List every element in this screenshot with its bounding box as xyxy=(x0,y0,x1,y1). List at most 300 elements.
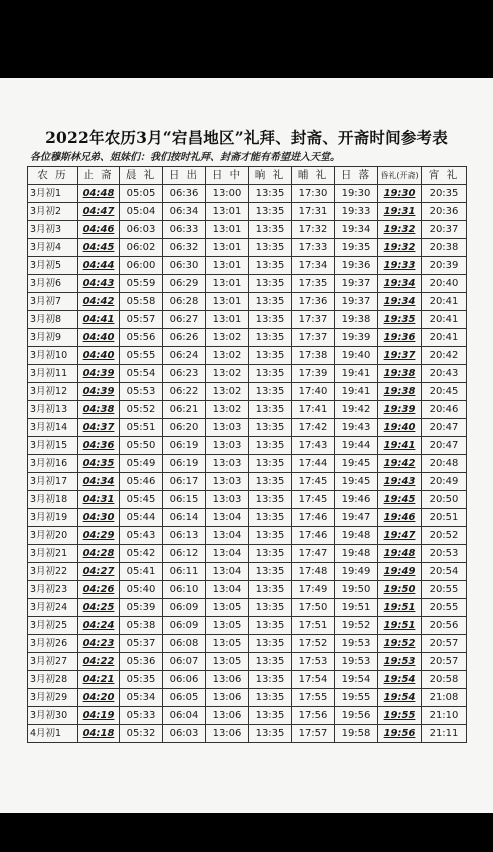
cell-lunar-date: 3月初16 xyxy=(28,455,78,473)
cell-sunrise: 06:26 xyxy=(163,329,206,347)
cell-lunar-date: 3月初5 xyxy=(28,257,78,275)
cell-afternoon-prayer: 17:47 xyxy=(292,545,335,563)
cell-sunrise: 06:23 xyxy=(163,365,206,383)
cell-dawn-prayer: 05:39 xyxy=(120,599,163,617)
cell-dawn-prayer: 05:50 xyxy=(120,437,163,455)
cell-sunrise: 06:19 xyxy=(163,455,206,473)
cell-afternoon-prayer: 17:48 xyxy=(292,563,335,581)
cell-sunset: 19:45 xyxy=(335,473,378,491)
cell-noon-prayer: 13:35 xyxy=(249,563,292,581)
cell-lunar-date: 3月初3 xyxy=(28,221,78,239)
cell-noon: 13:05 xyxy=(206,653,249,671)
cell-fast-begin: 04:29 xyxy=(78,527,120,545)
cell-dusk-prayer: 19:40 xyxy=(378,419,422,437)
cell-noon: 13:05 xyxy=(206,599,249,617)
cell-sunrise: 06:36 xyxy=(163,185,206,203)
cell-noon-prayer: 13:35 xyxy=(249,671,292,689)
cell-sunset: 19:52 xyxy=(335,617,378,635)
table-row xyxy=(28,401,467,419)
cell-dusk-prayer: 19:47 xyxy=(378,527,422,545)
cell-noon-prayer: 13:35 xyxy=(249,689,292,707)
cell-night-prayer: 20:52 xyxy=(422,527,467,545)
cell-sunrise: 06:04 xyxy=(163,707,206,725)
cell-dusk-prayer: 19:42 xyxy=(378,455,422,473)
cell-sunset: 19:51 xyxy=(335,599,378,617)
cell-night-prayer: 20:40 xyxy=(422,275,467,293)
cell-lunar-date: 3月初6 xyxy=(28,275,78,293)
cell-sunset: 19:35 xyxy=(335,239,378,257)
table-row xyxy=(28,383,467,401)
header-lunar-date: 农 历 xyxy=(28,167,78,185)
cell-dawn-prayer: 05:34 xyxy=(120,689,163,707)
cell-noon-prayer: 13:35 xyxy=(249,437,292,455)
cell-lunar-date: 3月初27 xyxy=(28,653,78,671)
prayer-time-table xyxy=(27,166,467,743)
cell-dusk-prayer: 19:38 xyxy=(378,365,422,383)
cell-sunset: 19:34 xyxy=(335,221,378,239)
cell-sunset: 19:48 xyxy=(335,527,378,545)
cell-sunset: 19:58 xyxy=(335,725,378,743)
cell-sunset: 19:55 xyxy=(335,689,378,707)
cell-dusk-prayer: 19:39 xyxy=(378,401,422,419)
cell-sunset: 19:54 xyxy=(335,671,378,689)
cell-noon-prayer: 13:35 xyxy=(249,311,292,329)
header-afternoon-prayer: 晡 礼 xyxy=(292,167,335,185)
cell-dusk-prayer: 19:35 xyxy=(378,311,422,329)
cell-dawn-prayer: 05:38 xyxy=(120,617,163,635)
cell-lunar-date: 3月初7 xyxy=(28,293,78,311)
cell-sunrise: 06:30 xyxy=(163,257,206,275)
cell-night-prayer: 20:54 xyxy=(422,563,467,581)
header-sunset: 日 落 xyxy=(335,167,378,185)
cell-afternoon-prayer: 17:32 xyxy=(292,221,335,239)
cell-dawn-prayer: 05:57 xyxy=(120,311,163,329)
cell-dawn-prayer: 05:44 xyxy=(120,509,163,527)
cell-afternoon-prayer: 17:38 xyxy=(292,347,335,365)
cell-sunrise: 06:15 xyxy=(163,491,206,509)
cell-afternoon-prayer: 17:43 xyxy=(292,437,335,455)
cell-sunset: 19:37 xyxy=(335,275,378,293)
cell-noon-prayer: 13:35 xyxy=(249,617,292,635)
cell-afternoon-prayer: 17:45 xyxy=(292,491,335,509)
cell-noon: 13:05 xyxy=(206,617,249,635)
document-page xyxy=(0,78,493,813)
cell-sunset: 19:49 xyxy=(335,563,378,581)
cell-noon-prayer: 13:35 xyxy=(249,347,292,365)
cell-lunar-date: 3月初24 xyxy=(28,599,78,617)
cell-sunrise: 06:09 xyxy=(163,617,206,635)
cell-fast-begin: 04:22 xyxy=(78,653,120,671)
table-row xyxy=(28,617,467,635)
cell-dawn-prayer: 06:02 xyxy=(120,239,163,257)
cell-dawn-prayer: 05:05 xyxy=(120,185,163,203)
cell-sunset: 19:39 xyxy=(335,329,378,347)
cell-fast-begin: 04:28 xyxy=(78,545,120,563)
cell-noon: 13:04 xyxy=(206,581,249,599)
cell-sunset: 19:30 xyxy=(335,185,378,203)
cell-noon-prayer: 13:35 xyxy=(249,419,292,437)
cell-lunar-date: 3月初22 xyxy=(28,563,78,581)
cell-sunset: 19:33 xyxy=(335,203,378,221)
cell-night-prayer: 20:43 xyxy=(422,365,467,383)
cell-fast-begin: 04:43 xyxy=(78,275,120,293)
cell-noon: 13:03 xyxy=(206,473,249,491)
cell-noon: 13:06 xyxy=(206,707,249,725)
cell-sunrise: 06:11 xyxy=(163,563,206,581)
cell-night-prayer: 21:10 xyxy=(422,707,467,725)
cell-fast-begin: 04:45 xyxy=(78,239,120,257)
cell-sunset: 19:45 xyxy=(335,455,378,473)
cell-noon-prayer: 13:35 xyxy=(249,707,292,725)
cell-dusk-prayer: 19:32 xyxy=(378,239,422,257)
cell-dawn-prayer: 05:04 xyxy=(120,203,163,221)
cell-lunar-date: 3月初14 xyxy=(28,419,78,437)
cell-noon-prayer: 13:35 xyxy=(249,185,292,203)
cell-afternoon-prayer: 17:42 xyxy=(292,419,335,437)
cell-sunrise: 06:34 xyxy=(163,203,206,221)
cell-dusk-prayer: 19:51 xyxy=(378,617,422,635)
cell-sunset: 19:46 xyxy=(335,491,378,509)
cell-fast-begin: 04:25 xyxy=(78,599,120,617)
cell-dusk-prayer: 19:54 xyxy=(378,671,422,689)
cell-dawn-prayer: 05:58 xyxy=(120,293,163,311)
table-row xyxy=(28,365,467,383)
cell-sunset: 19:48 xyxy=(335,545,378,563)
cell-sunset: 19:38 xyxy=(335,311,378,329)
header-noon-prayer: 晌 礼 xyxy=(249,167,292,185)
cell-lunar-date: 3月初2 xyxy=(28,203,78,221)
cell-dawn-prayer: 05:40 xyxy=(120,581,163,599)
cell-fast-begin: 04:24 xyxy=(78,617,120,635)
cell-noon-prayer: 13:35 xyxy=(249,653,292,671)
cell-noon-prayer: 13:35 xyxy=(249,581,292,599)
cell-noon-prayer: 13:35 xyxy=(249,491,292,509)
cell-fast-begin: 04:40 xyxy=(78,329,120,347)
cell-dawn-prayer: 05:41 xyxy=(120,563,163,581)
cell-sunset: 19:47 xyxy=(335,509,378,527)
cell-dawn-prayer: 05:55 xyxy=(120,347,163,365)
table-row xyxy=(28,725,467,743)
cell-sunset: 19:43 xyxy=(335,419,378,437)
cell-noon-prayer: 13:35 xyxy=(249,239,292,257)
cell-lunar-date: 3月初8 xyxy=(28,311,78,329)
cell-afternoon-prayer: 17:39 xyxy=(292,365,335,383)
cell-lunar-date: 3月初13 xyxy=(28,401,78,419)
cell-noon-prayer: 13:35 xyxy=(249,455,292,473)
cell-fast-begin: 04:39 xyxy=(78,383,120,401)
header-dawn-prayer: 晨 礼 xyxy=(120,167,163,185)
cell-noon: 13:06 xyxy=(206,689,249,707)
cell-lunar-date: 3月初12 xyxy=(28,383,78,401)
cell-noon: 13:04 xyxy=(206,527,249,545)
cell-afternoon-prayer: 17:52 xyxy=(292,635,335,653)
cell-fast-begin: 04:26 xyxy=(78,581,120,599)
cell-afternoon-prayer: 17:37 xyxy=(292,311,335,329)
cell-dawn-prayer: 06:03 xyxy=(120,221,163,239)
cell-dawn-prayer: 05:36 xyxy=(120,653,163,671)
cell-noon-prayer: 13:35 xyxy=(249,509,292,527)
cell-lunar-date: 3月初26 xyxy=(28,635,78,653)
cell-lunar-date: 4月初1 xyxy=(28,725,78,743)
cell-night-prayer: 21:08 xyxy=(422,689,467,707)
cell-afternoon-prayer: 17:55 xyxy=(292,689,335,707)
cell-night-prayer: 20:56 xyxy=(422,617,467,635)
cell-noon: 13:01 xyxy=(206,221,249,239)
cell-dusk-prayer: 19:38 xyxy=(378,383,422,401)
cell-noon-prayer: 13:35 xyxy=(249,527,292,545)
cell-sunset: 19:53 xyxy=(335,653,378,671)
cell-noon-prayer: 13:35 xyxy=(249,221,292,239)
cell-noon: 13:00 xyxy=(206,185,249,203)
cell-sunrise: 06:06 xyxy=(163,671,206,689)
table-header-row xyxy=(28,167,467,185)
cell-noon-prayer: 13:35 xyxy=(249,473,292,491)
table-row xyxy=(28,581,467,599)
header-fast-begin: 止 斋 xyxy=(78,167,120,185)
cell-fast-begin: 04:36 xyxy=(78,437,120,455)
cell-dusk-prayer: 19:46 xyxy=(378,509,422,527)
cell-dusk-prayer: 19:34 xyxy=(378,293,422,311)
cell-night-prayer: 20:55 xyxy=(422,581,467,599)
cell-dawn-prayer: 05:35 xyxy=(120,671,163,689)
cell-night-prayer: 20:42 xyxy=(422,347,467,365)
header-noon: 日 中 xyxy=(206,167,249,185)
cell-afternoon-prayer: 17:33 xyxy=(292,239,335,257)
cell-fast-begin: 04:21 xyxy=(78,671,120,689)
cell-dusk-prayer: 19:50 xyxy=(378,581,422,599)
table-row xyxy=(28,455,467,473)
cell-sunrise: 06:19 xyxy=(163,437,206,455)
cell-dawn-prayer: 05:56 xyxy=(120,329,163,347)
cell-noon: 13:05 xyxy=(206,635,249,653)
cell-afternoon-prayer: 17:45 xyxy=(292,473,335,491)
table-row xyxy=(28,473,467,491)
cell-noon: 13:02 xyxy=(206,401,249,419)
cell-dusk-prayer: 19:52 xyxy=(378,635,422,653)
cell-noon-prayer: 13:35 xyxy=(249,329,292,347)
cell-noon: 13:04 xyxy=(206,563,249,581)
cell-afternoon-prayer: 17:57 xyxy=(292,725,335,743)
cell-night-prayer: 20:55 xyxy=(422,599,467,617)
cell-sunset: 19:42 xyxy=(335,401,378,419)
cell-noon-prayer: 13:35 xyxy=(249,257,292,275)
cell-noon-prayer: 13:35 xyxy=(249,365,292,383)
cell-dusk-prayer: 19:48 xyxy=(378,545,422,563)
cell-noon-prayer: 13:35 xyxy=(249,635,292,653)
cell-sunrise: 06:09 xyxy=(163,599,206,617)
table-row xyxy=(28,509,467,527)
cell-lunar-date: 3月初1 xyxy=(28,185,78,203)
cell-noon: 13:01 xyxy=(206,203,249,221)
table-row xyxy=(28,437,467,455)
cell-noon: 13:01 xyxy=(206,293,249,311)
cell-dusk-prayer: 19:32 xyxy=(378,221,422,239)
cell-afternoon-prayer: 17:36 xyxy=(292,293,335,311)
cell-dusk-prayer: 19:33 xyxy=(378,257,422,275)
page-subtitle: 各位穆斯林兄弟、姐妹们：我们按时礼拜、封斋才能有希望进入天堂。 xyxy=(30,152,340,163)
cell-fast-begin: 04:40 xyxy=(78,347,120,365)
cell-night-prayer: 20:50 xyxy=(422,491,467,509)
cell-dawn-prayer: 05:54 xyxy=(120,365,163,383)
cell-dusk-prayer: 19:49 xyxy=(378,563,422,581)
cell-night-prayer: 20:41 xyxy=(422,329,467,347)
cell-afternoon-prayer: 17:35 xyxy=(292,275,335,293)
table-row xyxy=(28,257,467,275)
table-row xyxy=(28,545,467,563)
cell-night-prayer: 20:35 xyxy=(422,185,467,203)
cell-fast-begin: 04:20 xyxy=(78,689,120,707)
cell-noon: 13:06 xyxy=(206,725,249,743)
cell-noon: 13:02 xyxy=(206,365,249,383)
cell-fast-begin: 04:47 xyxy=(78,203,120,221)
cell-lunar-date: 3月初4 xyxy=(28,239,78,257)
cell-night-prayer: 20:51 xyxy=(422,509,467,527)
cell-lunar-date: 3月初10 xyxy=(28,347,78,365)
header-dusk-prayer-iftar: 昏礼(开斋) xyxy=(378,167,422,185)
cell-afternoon-prayer: 17:37 xyxy=(292,329,335,347)
table-row xyxy=(28,347,467,365)
cell-night-prayer: 20:58 xyxy=(422,671,467,689)
cell-sunrise: 06:33 xyxy=(163,221,206,239)
cell-noon-prayer: 13:35 xyxy=(249,599,292,617)
cell-afternoon-prayer: 17:51 xyxy=(292,617,335,635)
cell-night-prayer: 20:45 xyxy=(422,383,467,401)
cell-noon: 13:02 xyxy=(206,383,249,401)
cell-dawn-prayer: 05:46 xyxy=(120,473,163,491)
cell-fast-begin: 04:48 xyxy=(78,185,120,203)
table-row xyxy=(28,689,467,707)
cell-lunar-date: 3月初19 xyxy=(28,509,78,527)
table-row xyxy=(28,563,467,581)
cell-night-prayer: 20:38 xyxy=(422,239,467,257)
cell-fast-begin: 04:39 xyxy=(78,365,120,383)
cell-afternoon-prayer: 17:44 xyxy=(292,455,335,473)
cell-dawn-prayer: 05:45 xyxy=(120,491,163,509)
table-row xyxy=(28,221,467,239)
cell-sunrise: 06:22 xyxy=(163,383,206,401)
cell-night-prayer: 20:37 xyxy=(422,221,467,239)
cell-sunrise: 06:03 xyxy=(163,725,206,743)
cell-dawn-prayer: 06:00 xyxy=(120,257,163,275)
cell-noon: 13:06 xyxy=(206,671,249,689)
cell-dusk-prayer: 19:43 xyxy=(378,473,422,491)
cell-sunset: 19:56 xyxy=(335,707,378,725)
cell-fast-begin: 04:34 xyxy=(78,473,120,491)
cell-lunar-date: 3月初9 xyxy=(28,329,78,347)
cell-sunrise: 06:07 xyxy=(163,653,206,671)
cell-night-prayer: 20:57 xyxy=(422,653,467,671)
cell-fast-begin: 04:23 xyxy=(78,635,120,653)
cell-sunset: 19:40 xyxy=(335,347,378,365)
cell-lunar-date: 3月初28 xyxy=(28,671,78,689)
cell-noon: 13:04 xyxy=(206,545,249,563)
cell-afternoon-prayer: 17:54 xyxy=(292,671,335,689)
table-row xyxy=(28,599,467,617)
cell-lunar-date: 3月初23 xyxy=(28,581,78,599)
cell-afternoon-prayer: 17:34 xyxy=(292,257,335,275)
cell-dusk-prayer: 19:51 xyxy=(378,599,422,617)
cell-noon: 13:03 xyxy=(206,419,249,437)
cell-night-prayer: 20:48 xyxy=(422,455,467,473)
table-row xyxy=(28,293,467,311)
cell-dawn-prayer: 05:59 xyxy=(120,275,163,293)
cell-dusk-prayer: 19:55 xyxy=(378,707,422,725)
cell-night-prayer: 21:11 xyxy=(422,725,467,743)
cell-night-prayer: 20:49 xyxy=(422,473,467,491)
cell-fast-begin: 04:38 xyxy=(78,401,120,419)
cell-dusk-prayer: 19:34 xyxy=(378,275,422,293)
cell-afternoon-prayer: 17:56 xyxy=(292,707,335,725)
cell-sunrise: 06:08 xyxy=(163,635,206,653)
cell-noon: 13:04 xyxy=(206,509,249,527)
cell-noon: 13:03 xyxy=(206,491,249,509)
cell-dusk-prayer: 19:45 xyxy=(378,491,422,509)
cell-noon-prayer: 13:35 xyxy=(249,725,292,743)
cell-dusk-prayer: 19:41 xyxy=(378,437,422,455)
table-row xyxy=(28,491,467,509)
table-row xyxy=(28,635,467,653)
cell-night-prayer: 20:47 xyxy=(422,419,467,437)
cell-sunrise: 06:28 xyxy=(163,293,206,311)
cell-sunset: 19:37 xyxy=(335,293,378,311)
cell-lunar-date: 3月初17 xyxy=(28,473,78,491)
cell-sunrise: 06:17 xyxy=(163,473,206,491)
cell-noon-prayer: 13:35 xyxy=(249,401,292,419)
cell-night-prayer: 20:47 xyxy=(422,437,467,455)
cell-fast-begin: 04:41 xyxy=(78,311,120,329)
cell-night-prayer: 20:39 xyxy=(422,257,467,275)
cell-sunrise: 06:24 xyxy=(163,347,206,365)
cell-night-prayer: 20:36 xyxy=(422,203,467,221)
cell-dusk-prayer: 19:54 xyxy=(378,689,422,707)
cell-fast-begin: 04:46 xyxy=(78,221,120,239)
cell-noon-prayer: 13:35 xyxy=(249,293,292,311)
cell-sunrise: 06:29 xyxy=(163,275,206,293)
cell-lunar-date: 3月初21 xyxy=(28,545,78,563)
cell-afternoon-prayer: 17:50 xyxy=(292,599,335,617)
cell-fast-begin: 04:44 xyxy=(78,257,120,275)
cell-night-prayer: 20:53 xyxy=(422,545,467,563)
cell-dawn-prayer: 05:42 xyxy=(120,545,163,563)
cell-night-prayer: 20:41 xyxy=(422,293,467,311)
cell-dawn-prayer: 05:33 xyxy=(120,707,163,725)
cell-sunrise: 06:10 xyxy=(163,581,206,599)
cell-noon-prayer: 13:35 xyxy=(249,203,292,221)
table-row xyxy=(28,419,467,437)
cell-sunrise: 06:05 xyxy=(163,689,206,707)
cell-noon-prayer: 13:35 xyxy=(249,545,292,563)
cell-dusk-prayer: 19:53 xyxy=(378,653,422,671)
cell-dawn-prayer: 05:43 xyxy=(120,527,163,545)
cell-dawn-prayer: 05:53 xyxy=(120,383,163,401)
cell-afternoon-prayer: 17:46 xyxy=(292,527,335,545)
cell-afternoon-prayer: 17:46 xyxy=(292,509,335,527)
table-row xyxy=(28,653,467,671)
cell-noon-prayer: 13:35 xyxy=(249,383,292,401)
cell-sunset: 19:50 xyxy=(335,581,378,599)
header-night-prayer: 宵 礼 xyxy=(422,167,467,185)
cell-dusk-prayer: 19:56 xyxy=(378,725,422,743)
cell-lunar-date: 3月初15 xyxy=(28,437,78,455)
cell-fast-begin: 04:42 xyxy=(78,293,120,311)
cell-sunset: 19:41 xyxy=(335,383,378,401)
cell-dusk-prayer: 19:36 xyxy=(378,329,422,347)
cell-noon: 13:01 xyxy=(206,311,249,329)
table-row xyxy=(28,311,467,329)
cell-afternoon-prayer: 17:53 xyxy=(292,653,335,671)
page-title: 2022年农历3月“宕昌地区”礼拜、封斋、开斋时间参考表 xyxy=(45,128,448,147)
cell-fast-begin: 04:30 xyxy=(78,509,120,527)
